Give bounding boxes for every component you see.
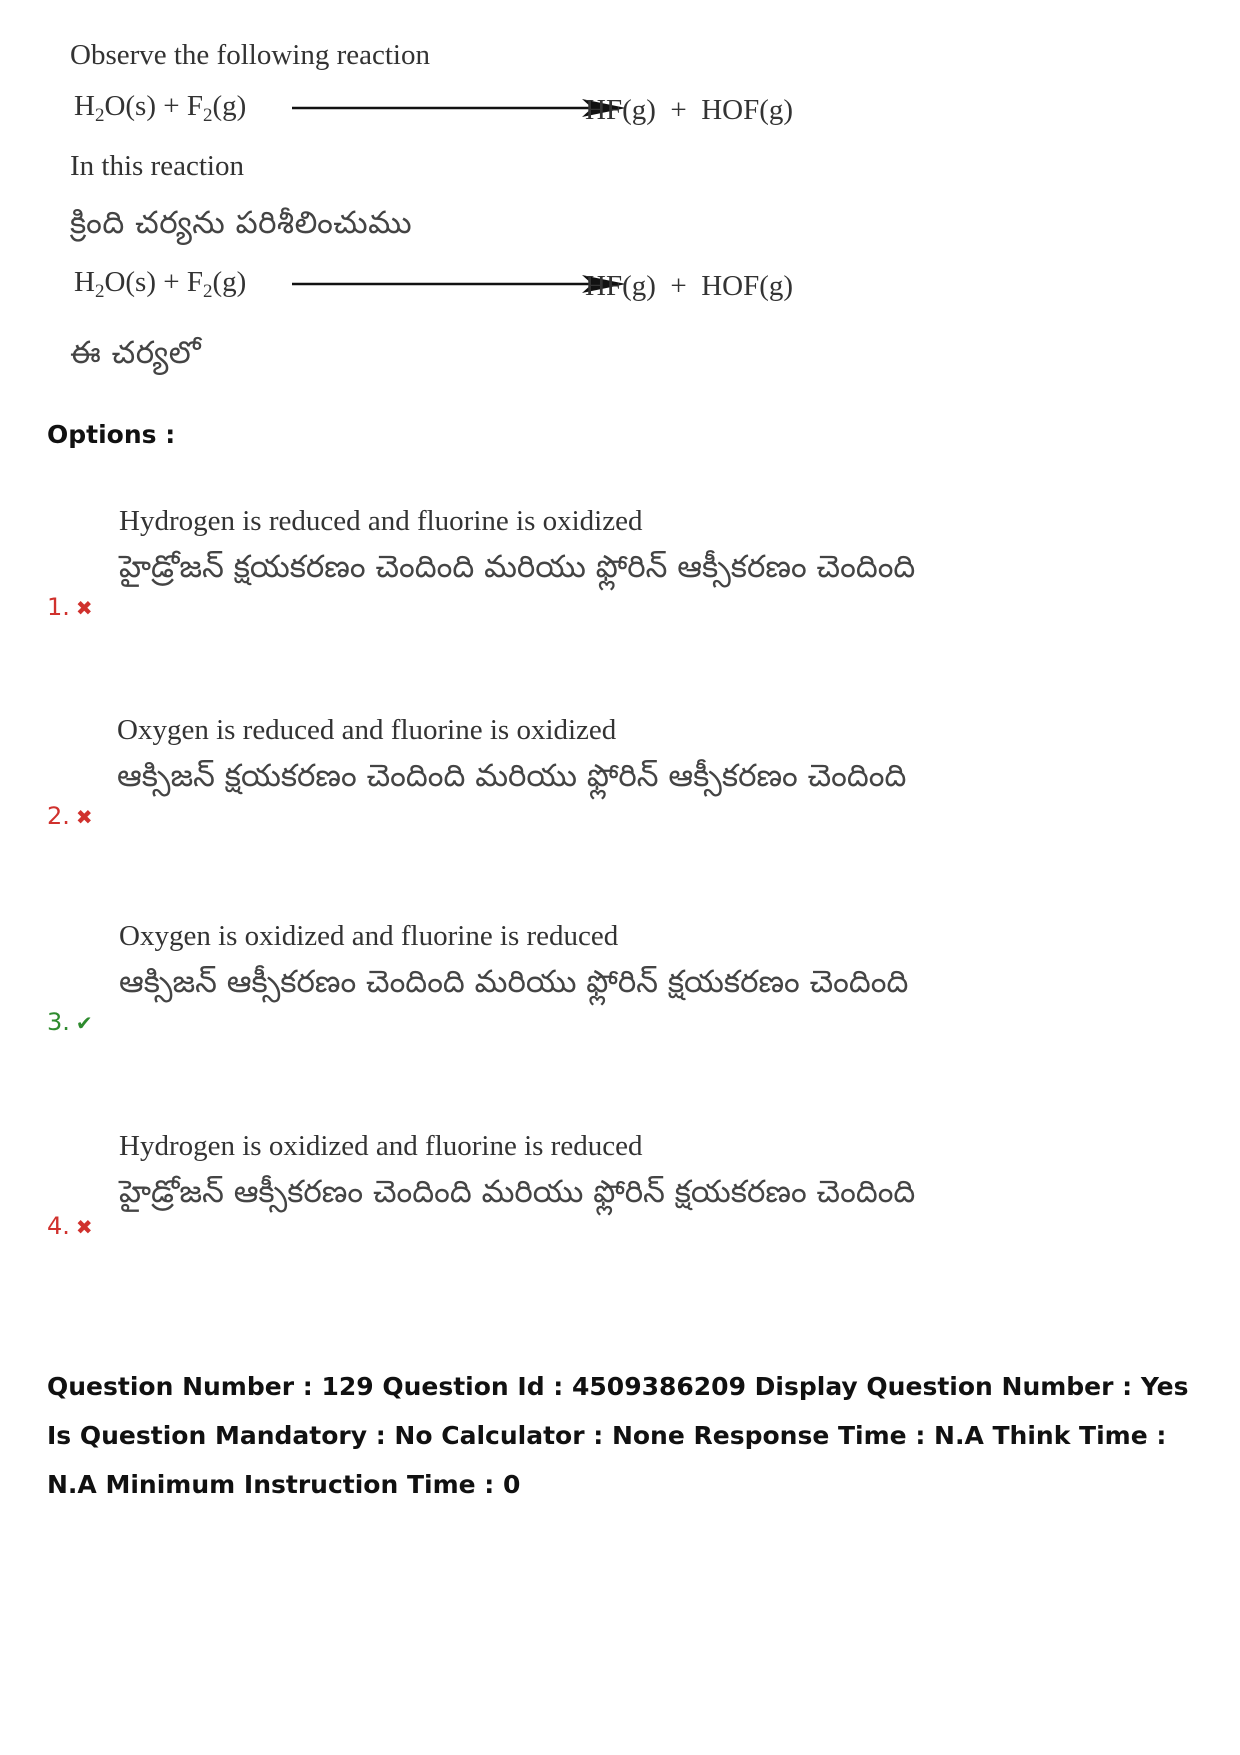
reaction-equation-en	[70, 84, 870, 134]
options-label: Options :	[47, 420, 176, 449]
option-text-te: హైడ్రోజన్ ఆక్సీకరణం చెందింది మరియు ఫ్లోరిన్ క్షయకరణం చెందింది	[119, 1174, 916, 1210]
reaction-arrow-icon	[292, 96, 626, 120]
option-text-te: హైడ్రోజన్ క్షయకరణం చెందింది మరియు ఫ్లోరిన్ ఆక్సీకరణం చెందింది	[119, 549, 916, 585]
question-prompt-te: ఈ చర్యలో	[70, 335, 202, 371]
question-stem	[70, 30, 870, 388]
reaction-products: HF(g) + HOF(g)	[585, 270, 794, 302]
option-1[interactable]	[47, 505, 1047, 621]
question-intro-en: Observe the following reaction	[70, 39, 430, 71]
check-icon: ✔	[75, 1011, 93, 1035]
option-number: 1. ✖	[47, 593, 93, 621]
reaction-products: HF(g) + HOF(g)	[585, 94, 794, 126]
option-text-te: ఆక్సిజన్ ఆక్సీకరణం చెందింది మరియు ఫ్లోరిన్ క్షయకరణం చెందింది	[119, 964, 909, 1000]
option-3[interactable]	[47, 920, 1047, 1036]
option-text-en: Hydrogen is reduced and fluorine is oxidized	[119, 505, 643, 537]
option-2[interactable]	[47, 714, 1047, 830]
reaction-reactants: $H_2O(s) + F_2(g)$	[74, 90, 247, 126]
option-4[interactable]	[47, 1130, 1047, 1240]
option-text-en: Hydrogen is oxidized and fluorine is reduced	[119, 1130, 643, 1162]
cross-icon: ✖	[75, 596, 93, 620]
question-metadata: Question Number : 129 Question Id : 4509386209 Display Question Number : Yes Is Question Mandatory : No Calculator : None Response Time : N.A Think Time : N.A Minimum Instruction Time : 0	[47, 1372, 1189, 1499]
question-prompt-en: In this reaction	[70, 150, 244, 182]
option-text-en: Oxygen is oxidized and fluorine is reduced	[119, 920, 619, 952]
option-number: 3. ✔	[47, 1008, 93, 1036]
reaction-arrow-icon	[292, 272, 626, 296]
option-text-en: Oxygen is reduced and fluorine is oxidized	[117, 714, 617, 746]
reaction-equation-te	[70, 260, 870, 310]
cross-icon: ✖	[75, 805, 93, 829]
reaction-reactants: $H_2O(s) + F_2(g)$	[74, 266, 247, 302]
option-text-te: ఆక్సిజన్ క్షయకరణం చెందింది మరియు ఫ్లోరిన్ ఆక్సీకరణం చెందింది	[117, 758, 907, 794]
question-intro-te: క్రింది చర్యను పరిశీలించుము	[70, 205, 413, 241]
option-number: 4. ✖	[47, 1212, 93, 1240]
cross-icon: ✖	[75, 1215, 93, 1239]
option-number: 2. ✖	[47, 802, 93, 830]
